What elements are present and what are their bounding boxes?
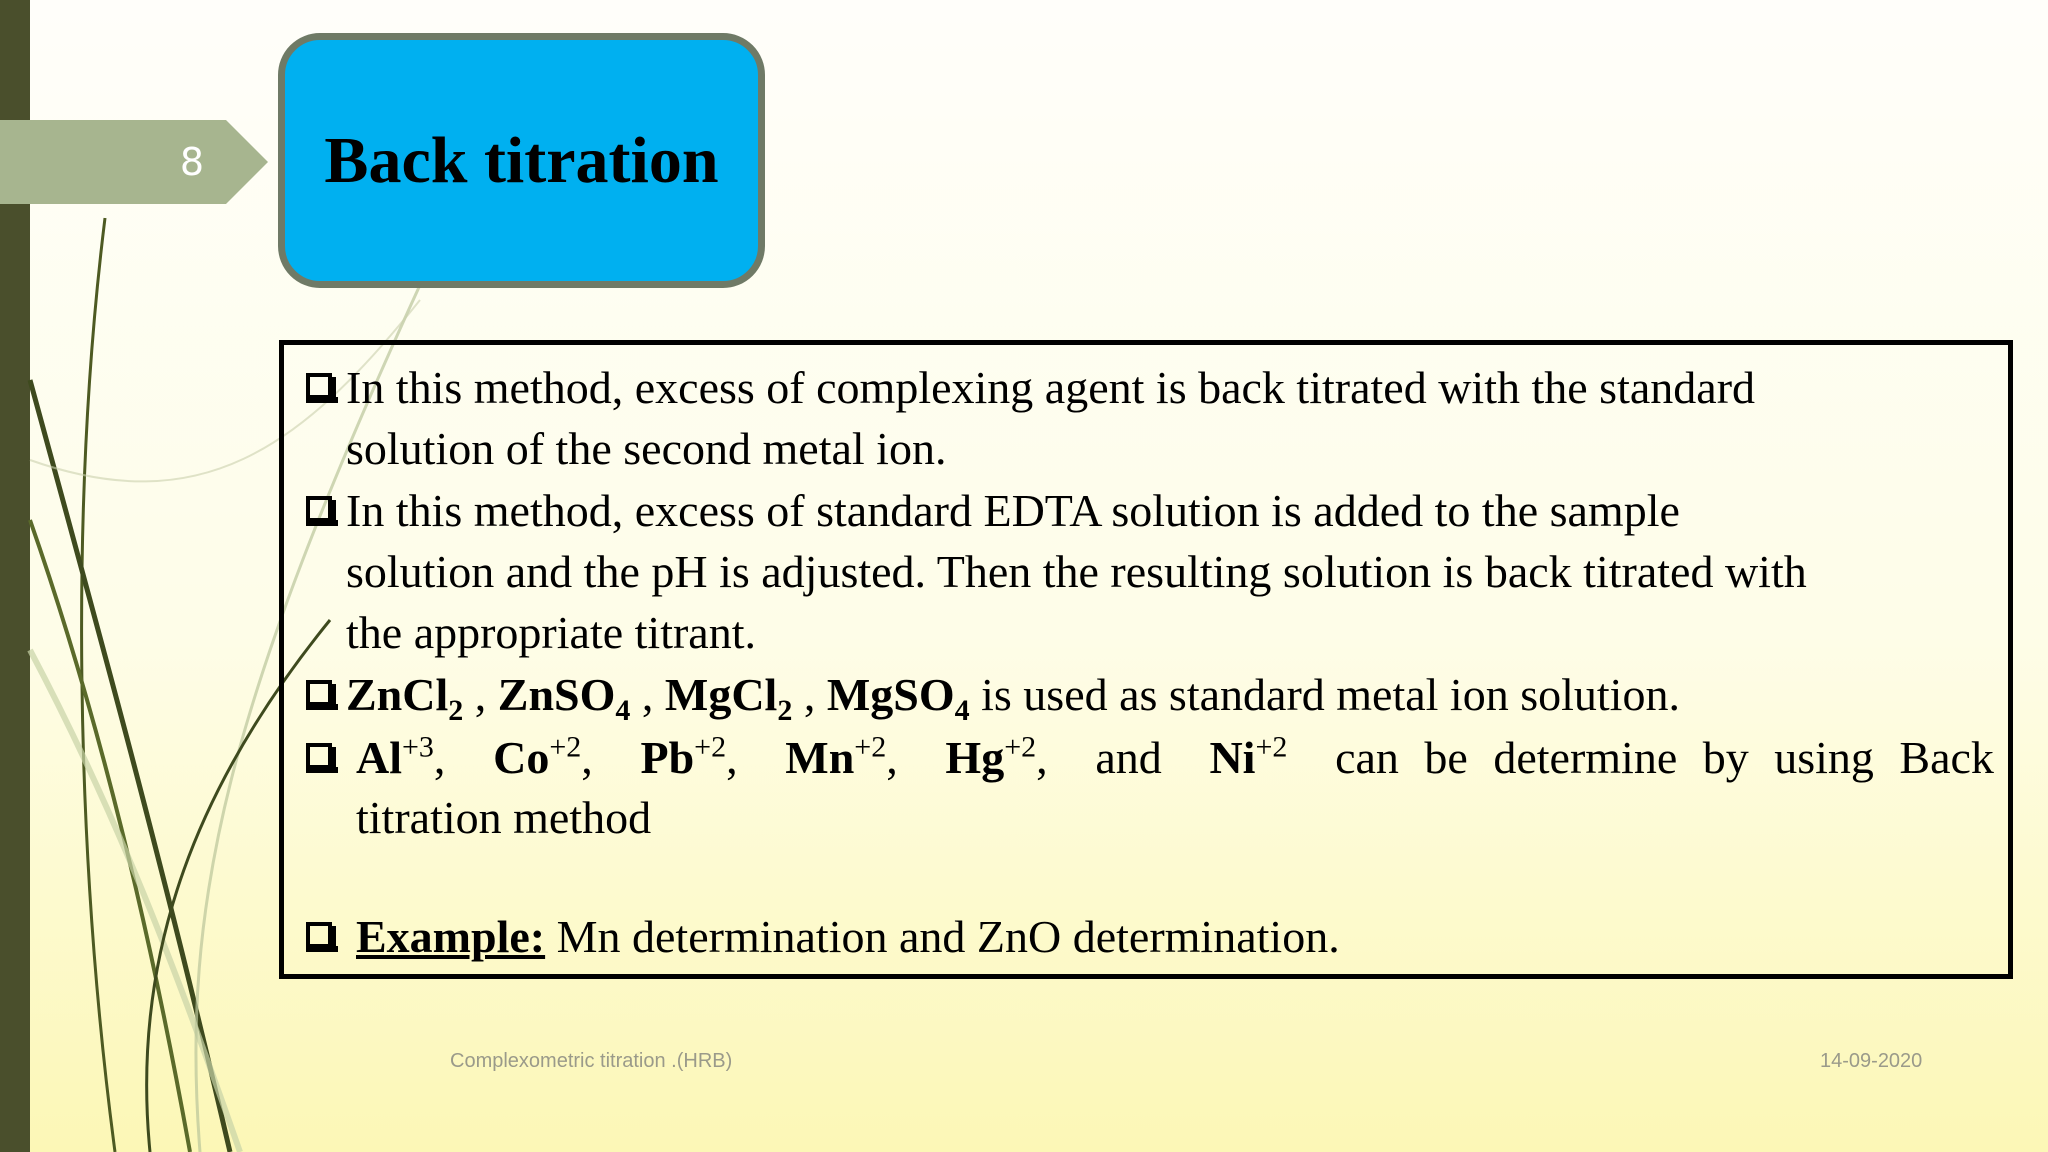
checkbox-bullet-icon xyxy=(306,680,332,706)
checkbox-bullet-icon xyxy=(306,373,332,399)
bullet-1-line-1: In this method, excess of complexing agent is back titrated with the standard xyxy=(346,362,1756,413)
content-box xyxy=(279,340,2013,979)
example-label: Example: xyxy=(356,911,546,962)
bullet-2-line-3: the appropriate titrant. xyxy=(346,607,757,658)
title-box xyxy=(278,33,765,288)
footer-course-title: Complexometric titration .(HRB) xyxy=(450,1050,733,1072)
checkbox-bullet-icon xyxy=(306,922,332,948)
slide-number: 8 xyxy=(179,140,205,184)
znso4-formula: ZnSO$_4$ xyxy=(497,669,631,728)
mgcl2-formula: MgCl$_2$ xyxy=(664,669,793,728)
bullet-2-line-2: solution and the pH is adjusted. Then the resulting solution is back titrated with xyxy=(346,546,1807,597)
zncl2-formula: ZnCl$_2$ xyxy=(346,669,464,728)
bullet-2-line-1: In this method, excess of standard EDTA solution is added to the sample xyxy=(346,485,1680,536)
slide-title: Back titration xyxy=(324,123,719,197)
checkbox-bullet-icon xyxy=(306,496,332,522)
checkbox-bullet-icon xyxy=(306,743,332,769)
bullet-1-line-2: solution of the second metal ion. xyxy=(346,423,947,474)
bullet-4-line-2: titration method xyxy=(356,792,652,843)
bullet-3: ZnCl$_2$ , ZnSO$_4$ , MgCl$_2$ , MgSO$_4$ is used as standard metal ion solution. xyxy=(346,669,1680,728)
mgso4-formula: MgSO$_4$ xyxy=(826,669,970,728)
footer-date: 14-09-2020 xyxy=(1820,1050,1923,1072)
bullet-4-line-1: $Al^{+3}$, $Co^{+2}$, $Pb^{+2}$, $Mn^{+2}$, $Hg^{+2}$, and $Ni^{+2}$ can be determine by using Back xyxy=(356,730,1994,783)
bullet-5-example: Example: Mn determination and ZnO determination. xyxy=(356,911,1340,962)
